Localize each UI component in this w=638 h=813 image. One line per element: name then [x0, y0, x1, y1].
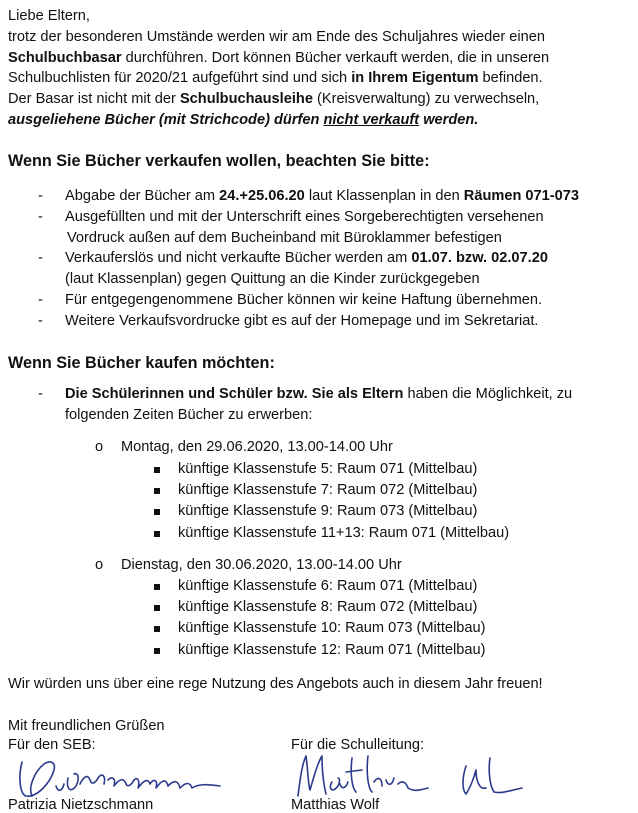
- square-bullet-icon: [154, 509, 160, 515]
- intro-line: ausgeliehene Bücher (mit Strichcode) dürfen nicht verkauft werden.: [8, 111, 479, 128]
- signature-stroke-2: [298, 756, 522, 796]
- greeting: Mit freundlichen Grüßen: [8, 718, 165, 734]
- square-bullet-icon: [154, 648, 160, 654]
- intro-line: trotz der besonderen Umstände werden wir am Ende des Schuljahres wieder einen: [8, 28, 546, 45]
- list-item: künftige Klassenstufe 11+13: Raum 071 (Mittelbau): [150, 523, 509, 544]
- tuesday-rooms: [150, 576, 485, 661]
- list-item: künftige Klassenstufe 7: Raum 072 (Mittelbau): [150, 480, 509, 501]
- square-bullet-icon: [154, 488, 160, 494]
- square-bullet-icon: [154, 626, 160, 632]
- seb-label: Für den SEB:: [8, 737, 96, 753]
- square-bullet-icon: [154, 467, 160, 473]
- list-item: künftige Klassenstufe 10: Raum 073 (Mittelbau): [150, 618, 485, 639]
- list-item: - Weitere Verkaufsvordrucke gibt es auf der Homepage und im Sekretariat.: [38, 312, 539, 329]
- list-item: - Ausgefüllten und mit der Unterschrift eines Sorgeberechtigten versehenen Vordruck außen auf dem Bucheinband mit Büroklammer befestigen: [38, 208, 544, 246]
- list-item: künftige Klassenstufe 12: Raum 071 (Mittelbau): [150, 640, 485, 661]
- intro-line: Der Basar ist nicht mit der Schulbuchausleihe (Kreisverwaltung) zu verwechseln,: [8, 91, 540, 108]
- square-bullet-icon: [154, 605, 160, 611]
- day-tuesday: o Dienstag, den 30.06.2020, 13.00-14.00 Uhr: [95, 555, 402, 576]
- intro-paragraph: [8, 6, 634, 131]
- list-item: künftige Klassenstufe 6: Raum 071 (Mittelbau): [150, 576, 485, 597]
- buy-heading: Wenn Sie Bücher kaufen möchten:: [8, 354, 275, 372]
- circle-bullet: o: [95, 557, 104, 573]
- buy-list: [8, 384, 632, 426]
- monday-rooms: [150, 459, 509, 544]
- signature-stroke-1: [20, 762, 220, 796]
- intro-line: Schulbuchbasar durchführen. Dort können Bücher verkauft werden, die in unseren: [8, 49, 550, 66]
- sell-heading: Wenn Sie Bücher verkaufen wollen, beachten Sie bitte:: [8, 152, 430, 170]
- list-item: - Abgabe der Bücher am 24.+25.06.20 laut Klassenplan in den Räumen 071-073: [38, 188, 579, 204]
- list-item: künftige Klassenstufe 5: Raum 071 (Mittelbau): [150, 459, 509, 480]
- list-item: künftige Klassenstufe 8: Raum 072 (Mittelbau): [150, 597, 485, 618]
- sell-list: [8, 186, 632, 332]
- square-bullet-icon: [154, 584, 160, 590]
- school-leadership-label: Für die Schulleitung:: [291, 737, 425, 753]
- list-item: - Für entgegengenommene Bücher können wir keine Haftung übernehmen.: [38, 291, 543, 308]
- name-wolf: Matthias Wolf: [291, 797, 380, 813]
- day-monday: o Montag, den 29.06.2020, 13.00-14.00 Uhr: [95, 437, 393, 458]
- list-item: - Verkauferslös und nicht verkaufte Bücher werden am 01.07. bzw. 02.07.20 (laut Klassenplan) gegen Quittung an die Kinder zurückgegeben: [38, 250, 548, 288]
- square-bullet-icon: [154, 531, 160, 537]
- circle-bullet: o: [95, 439, 104, 455]
- name-nietzschmann: Patrizia Nietzschmann: [8, 797, 154, 813]
- intro-line: Schulbuchlisten für 2020/21 aufgeführt sind und sich in Ihrem Eigentum befinden.: [8, 70, 543, 87]
- salutation: Liebe Eltern,: [8, 8, 90, 24]
- list-item: künftige Klassenstufe 9: Raum 073 (Mittelbau): [150, 501, 509, 522]
- closing-sentence: Wir würden uns über eine rege Nutzung des Angebots auch in diesem Jahr freuen!: [8, 676, 543, 692]
- list-item: - Die Schülerinnen und Schüler bzw. Sie als Eltern haben die Möglichkeit, zu folgenden Zeiten Bücher zu erwerben:: [38, 386, 573, 423]
